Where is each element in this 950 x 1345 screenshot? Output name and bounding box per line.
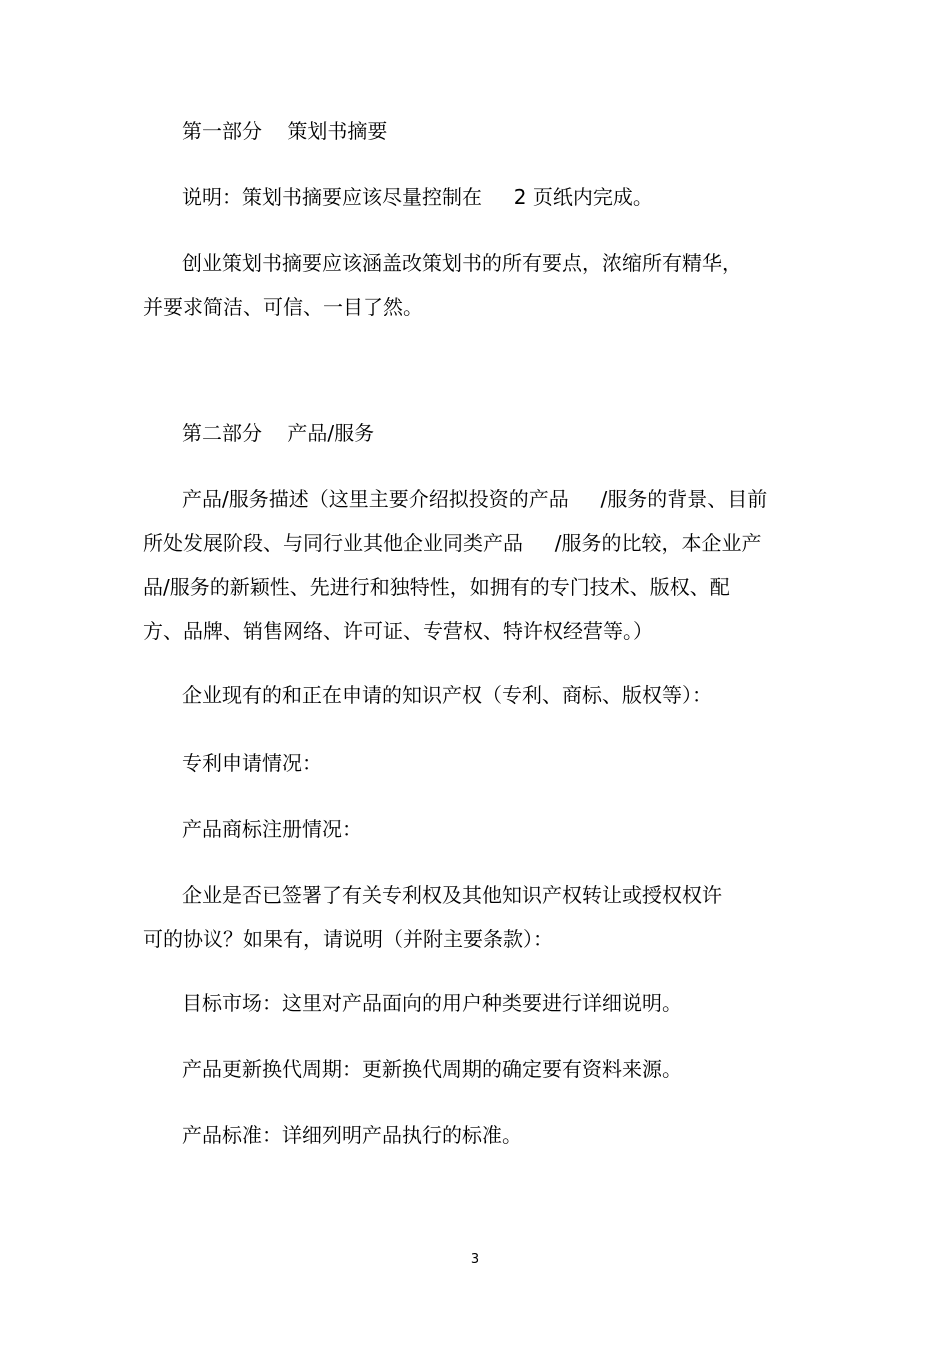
section2-description-line4: 方、品牌、销售网络、许可证、专营权、特许权经营等。） — [143, 619, 653, 643]
section1-paragraph-line1: 创业策划书摘要应该涵盖改策划书的所有要点，浓缩所有精华， — [182, 251, 742, 275]
section1-paragraph-line2: 并要求简洁、可信、一目了然。 — [143, 295, 423, 319]
section2-description-line3: 品/服务的新颖性、先进行和独特性，如拥有的专门技术、版权、配 — [143, 575, 730, 599]
target-market-line: 目标市场：这里对产品面向的用户种类要进行详细说明。 — [182, 991, 682, 1015]
section1-note: 说明：策划书摘要应该尽量控制在 2 页纸内完成。 — [182, 185, 653, 209]
product-standard-line: 产品标准：详细列明产品执行的标准。 — [182, 1123, 522, 1147]
update-cycle-line: 产品更新换代周期：更新换代周期的确定要有资料来源。 — [182, 1057, 682, 1081]
agreement-line2: 可的协议？如果有，请说明（并附主要条款）： — [143, 927, 553, 951]
section2-heading: 第二部分 产品/服务 — [182, 421, 375, 445]
section2-description-line2: 所处发展阶段、与同行业其他企业同类产品 /服务的比较，本企业产 — [143, 531, 762, 555]
intellectual-property-line: 企业现有的和正在申请的知识产权（专利、商标、版权等）： — [182, 683, 712, 707]
page-number: 3 — [470, 1252, 480, 1267]
trademark-registration-line: 产品商标注册情况： — [182, 817, 362, 841]
agreement-line1: 企业是否已签署了有关专利权及其他知识产权转让或授权权许 — [182, 883, 722, 907]
patent-application-line: 专利申请情况： — [182, 751, 322, 775]
section1-heading: 第一部分 策划书摘要 — [182, 119, 388, 143]
section2-description-line1: 产品/服务描述（这里主要介绍拟投资的产品 /服务的背景、目前 — [182, 487, 768, 511]
